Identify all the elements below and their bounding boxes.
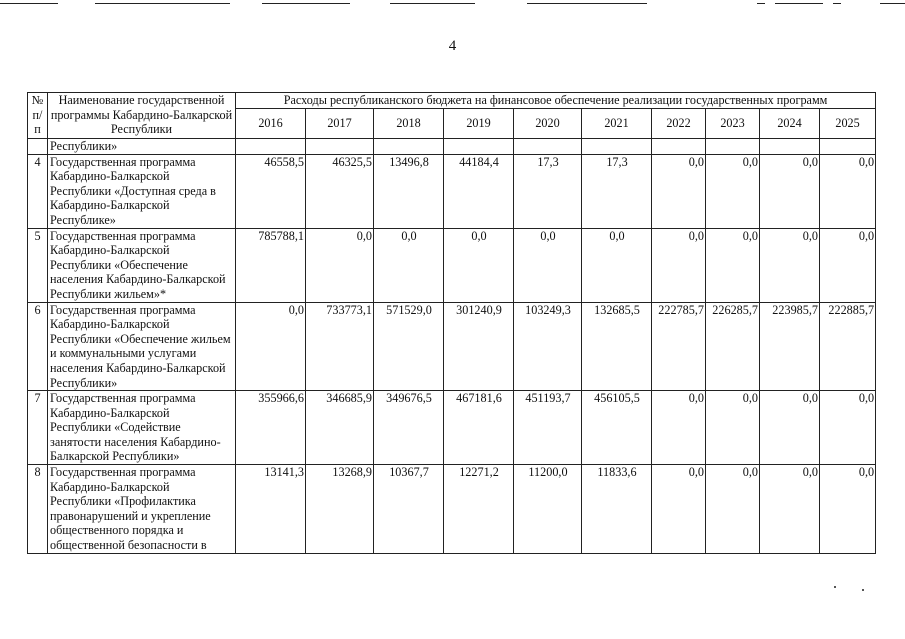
row-number: 7 — [28, 391, 48, 465]
budget-value: 0,0 — [652, 391, 706, 465]
budget-value: 0,0 — [706, 465, 760, 554]
budget-value: 0,0 — [236, 302, 306, 391]
continuation-row — [28, 138, 876, 154]
top-border-line — [95, 3, 230, 4]
row-number: 5 — [28, 228, 48, 302]
budget-value: 13496,8 — [374, 154, 444, 228]
budget-value: 456105,5 — [582, 391, 652, 465]
budget-value: 785788,1 — [236, 228, 306, 302]
budget-value: 301240,9 — [444, 302, 514, 391]
budget-value: 103249,3 — [514, 302, 582, 391]
budget-value: 0,0 — [374, 228, 444, 302]
budget-value: 0,0 — [760, 391, 820, 465]
header-num: № п/п — [28, 93, 48, 139]
budget-value: 0,0 — [760, 154, 820, 228]
budget-value: 733773,1 — [306, 302, 374, 391]
table-row — [28, 391, 876, 465]
header-year: 2018 — [374, 108, 444, 138]
budget-value: 571529,0 — [374, 302, 444, 391]
table-row — [28, 302, 876, 391]
table-row — [28, 465, 876, 554]
top-border-line — [775, 3, 823, 4]
table-row — [28, 154, 876, 228]
scan-speck — [834, 586, 836, 588]
budget-value: 0,0 — [706, 391, 760, 465]
budget-value: 46558,5 — [236, 154, 306, 228]
program-name: Государственная программа Кабардино-Балкарской Республики «Обеспечение населения Кабардино-Балкарской Республики жильем»* — [48, 228, 236, 302]
budget-value: 17,3 — [514, 154, 582, 228]
program-name: Государственная программа Кабардино-Балкарской Республики «Обеспечение жильем и коммунальными услугами населения Кабардино-Балкарской Республики» — [48, 302, 236, 391]
header-year: 2017 — [306, 108, 374, 138]
budget-value: 223985,7 — [760, 302, 820, 391]
budget-value: 222885,7 — [820, 302, 876, 391]
budget-value: 17,3 — [582, 154, 652, 228]
budget-value: 11833,6 — [582, 465, 652, 554]
header-year: 2023 — [706, 108, 760, 138]
header-year: 2020 — [514, 108, 582, 138]
budget-value: 346685,9 — [306, 391, 374, 465]
budget-value: 12271,2 — [444, 465, 514, 554]
budget-value: 0,0 — [820, 228, 876, 302]
budget-value: 11200,0 — [514, 465, 582, 554]
budget-value: 44184,4 — [444, 154, 514, 228]
table-row — [28, 228, 876, 302]
header-program-name: Наименование государственной программы Кабардино-Балкарской Республики — [48, 93, 236, 139]
header-year: 2024 — [760, 108, 820, 138]
budget-value: 0,0 — [444, 228, 514, 302]
budget-value: 349676,5 — [374, 391, 444, 465]
budget-value: 0,0 — [652, 154, 706, 228]
budget-value: 0,0 — [820, 391, 876, 465]
scan-speck — [862, 589, 864, 591]
budget-value: 226285,7 — [706, 302, 760, 391]
budget-value: 0,0 — [582, 228, 652, 302]
top-border-line — [0, 3, 58, 4]
budget-value: 132685,5 — [582, 302, 652, 391]
budget-value: 10367,7 — [374, 465, 444, 554]
budget-value: 46325,5 — [306, 154, 374, 228]
budget-value: 0,0 — [706, 228, 760, 302]
header-year: 2021 — [582, 108, 652, 138]
top-border-line — [757, 3, 765, 4]
budget-value: 0,0 — [706, 154, 760, 228]
top-border-line — [833, 3, 841, 4]
row-number: 4 — [28, 154, 48, 228]
program-name: Государственная программа Кабардино-Балкарской Республики «Профилактика правонарушений и укрепление общественного порядка и общественной безопасности в — [48, 465, 236, 554]
program-name: Государственная программа Кабардино-Балкарской Республики «Доступная среда в Кабардино-Балкарской Республике» — [48, 154, 236, 228]
budget-table — [27, 92, 876, 554]
page-number: 4 — [448, 38, 457, 54]
budget-value: 222785,7 — [652, 302, 706, 391]
budget-value: 355966,6 — [236, 391, 306, 465]
header-year: 2016 — [236, 108, 306, 138]
top-border-line — [262, 3, 350, 4]
header-year: 2019 — [444, 108, 514, 138]
top-border-line — [390, 3, 475, 4]
table-header-row — [28, 93, 876, 109]
header-year: 2022 — [652, 108, 706, 138]
budget-value: 0,0 — [652, 228, 706, 302]
row-number: 8 — [28, 465, 48, 554]
budget-value: 13141,3 — [236, 465, 306, 554]
program-name: Государственная программа Кабардино-Балкарской Республики «Содействие занятости населения Кабардино-Балкарской Республики» — [48, 391, 236, 465]
budget-value: 0,0 — [514, 228, 582, 302]
budget-value: 467181,6 — [444, 391, 514, 465]
top-border-line — [527, 3, 647, 4]
row-number: 6 — [28, 302, 48, 391]
budget-value: 0,0 — [652, 465, 706, 554]
top-border-line — [880, 3, 905, 4]
budget-value: 451193,7 — [514, 391, 582, 465]
header-expenses: Расходы республиканского бюджета на финансовое обеспечение реализации государственных программ — [236, 93, 876, 109]
continuation-text: Республики» — [48, 138, 236, 154]
header-year: 2025 — [820, 108, 876, 138]
budget-value: 13268,9 — [306, 465, 374, 554]
budget-value: 0,0 — [820, 465, 876, 554]
budget-value: 0,0 — [760, 228, 820, 302]
budget-value: 0,0 — [760, 465, 820, 554]
budget-value: 0,0 — [306, 228, 374, 302]
budget-value: 0,0 — [820, 154, 876, 228]
